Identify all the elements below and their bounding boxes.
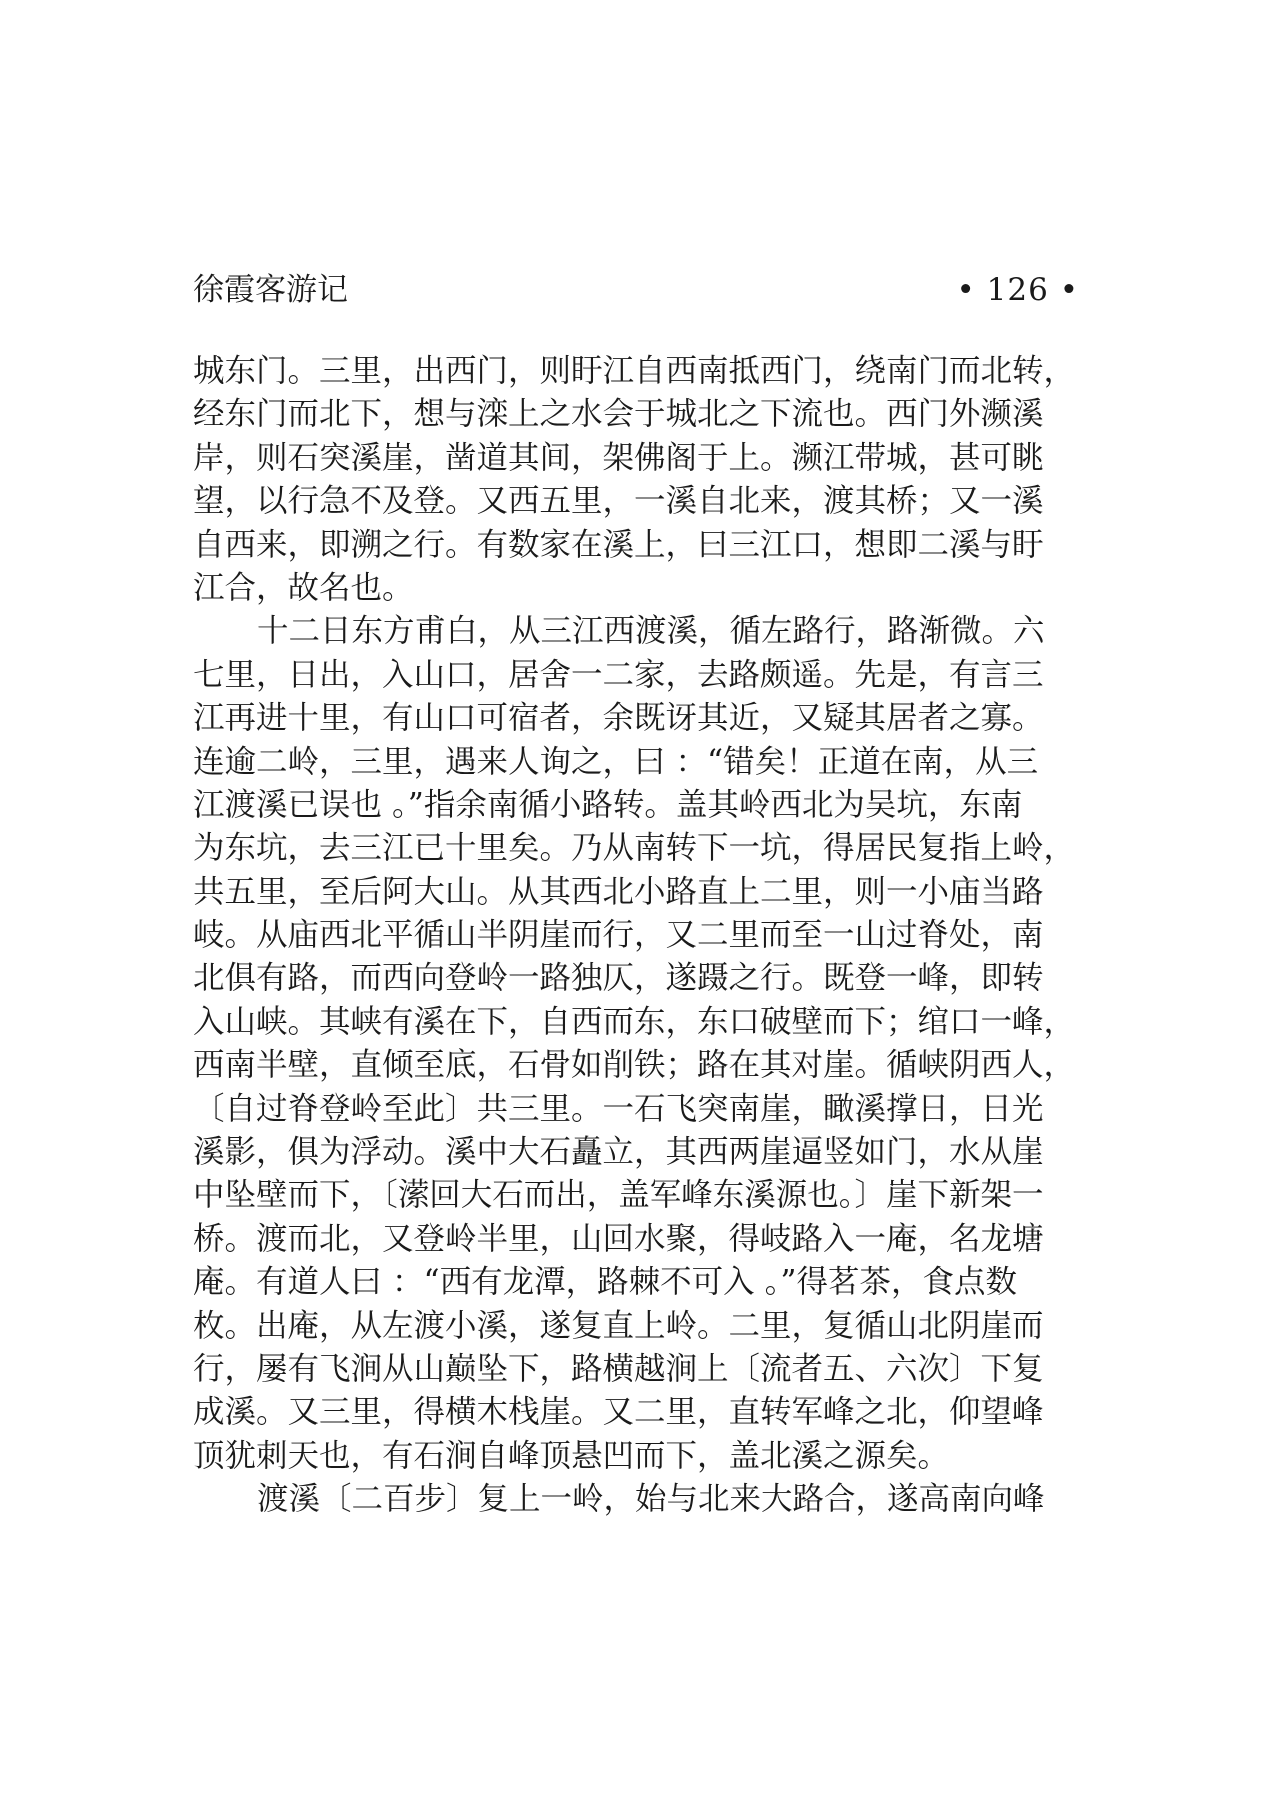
paragraph-first-line: 渡溪〔二百步〕复上一岭，始与北来大路合，遂高南向峰 — [257, 1481, 1045, 1518]
text-line: 为东坑，去三江已十里矣。乃从南转下一坑，得居民复指上岭， — [193, 830, 1076, 867]
text-line: 中坠壁而下，〔潆回大石而出，盖军峰东溪源也。〕崖下新架一 — [193, 1177, 1044, 1214]
running-header — [193, 268, 1079, 312]
text-line: 溪影，俱为浮动。溪中大石矗立，其西两崖逼竖如门，水从崖 — [193, 1134, 1044, 1171]
body-text — [193, 350, 1093, 1522]
text-line: 西南半壁，直倾至底，石骨如削铁；路在其对崖。循峡阴西人， — [193, 1047, 1076, 1084]
text-line: 连逾二岭，三里，遇来人询之，曰 ：“错矣！正道在南，从三 — [193, 743, 1039, 780]
text-line: 七里，日出，入山口，居舍一二家，去路颇遥。先是，有言三 — [193, 656, 1044, 693]
text-line: 江再进十里，有山口可宿者，余既讶其近，又疑其居者之寡。 — [193, 700, 1044, 737]
book-title: 徐霞客游记 — [193, 272, 348, 308]
text-line: 江合，故名也。 — [193, 569, 414, 606]
text-line: 北俱有路，而西向登岭一路独仄，遂蹑之行。既登一峰，即转 — [193, 960, 1044, 997]
text-line: 岸，则石突溪崖，凿道其间，架佛阁于上。濒江带城，甚可眺 — [193, 439, 1044, 476]
text-line: 共五里，至后阿大山。从其西北小路直上二里，则一小庙当路 — [193, 873, 1044, 910]
text-line: 望，以行急不及登。又西五里，一溪自北来，渡其桥；又一溪 — [193, 483, 1044, 520]
text-line: 庵。有道人曰 ：“西有龙潭，路棘不可入 。”得茗茶，食点数 — [193, 1264, 1017, 1301]
text-line: 桥。渡而北，又登岭半里，山回水聚，得岐路入一庵，名龙塘 — [193, 1220, 1044, 1257]
text-line: 自西来，即溯之行。有数家在溪上，曰三江口，想即二溪与盱 — [193, 526, 1044, 563]
text-line: 城东门。三里，出西门，则盱江自西南抵西门，绕南门而北转， — [193, 353, 1076, 389]
text-line: 〔自过脊登岭至此〕共三里。一石飞突南崖，瞰溪撑日，日光 — [193, 1090, 1044, 1127]
text-line: 岐。从庙西北平循山半阴崖而行，又二里而至一山过脊处，南 — [193, 917, 1044, 954]
page-number: • 126 • — [956, 272, 1079, 308]
text-line: 成溪。又三里，得横木栈崖。又二里，直转军峰之北，仰望峰 — [193, 1394, 1044, 1431]
text-line: 入山峡。其峡有溪在下，自西而东，东口破壁而下；绾口一峰， — [193, 1003, 1076, 1040]
text-line: 江渡溪已误也 。”指余南循小路转。盖其岭西北为吴坑，东南 — [193, 786, 1023, 823]
paragraph-first-line: 十二日东方甫白，从三江西渡溪，循左路行，路渐微。六 — [257, 613, 1045, 650]
text-line: 枚。出庵，从左渡小溪，遂复直上岭。二里，复循山北阴崖而 — [193, 1307, 1044, 1344]
text-line: 行，屡有飞涧从山巅坠下，路横越涧上〔流者五、六次〕下复 — [193, 1350, 1044, 1387]
text-line: 顶犹刺天也，有石涧自峰顶悬凹而下，盖北溪之源矣。 — [193, 1437, 950, 1474]
text-line: 经东门而北下，想与滦上之水会于城北之下流也。西门外濒溪 — [193, 396, 1044, 433]
